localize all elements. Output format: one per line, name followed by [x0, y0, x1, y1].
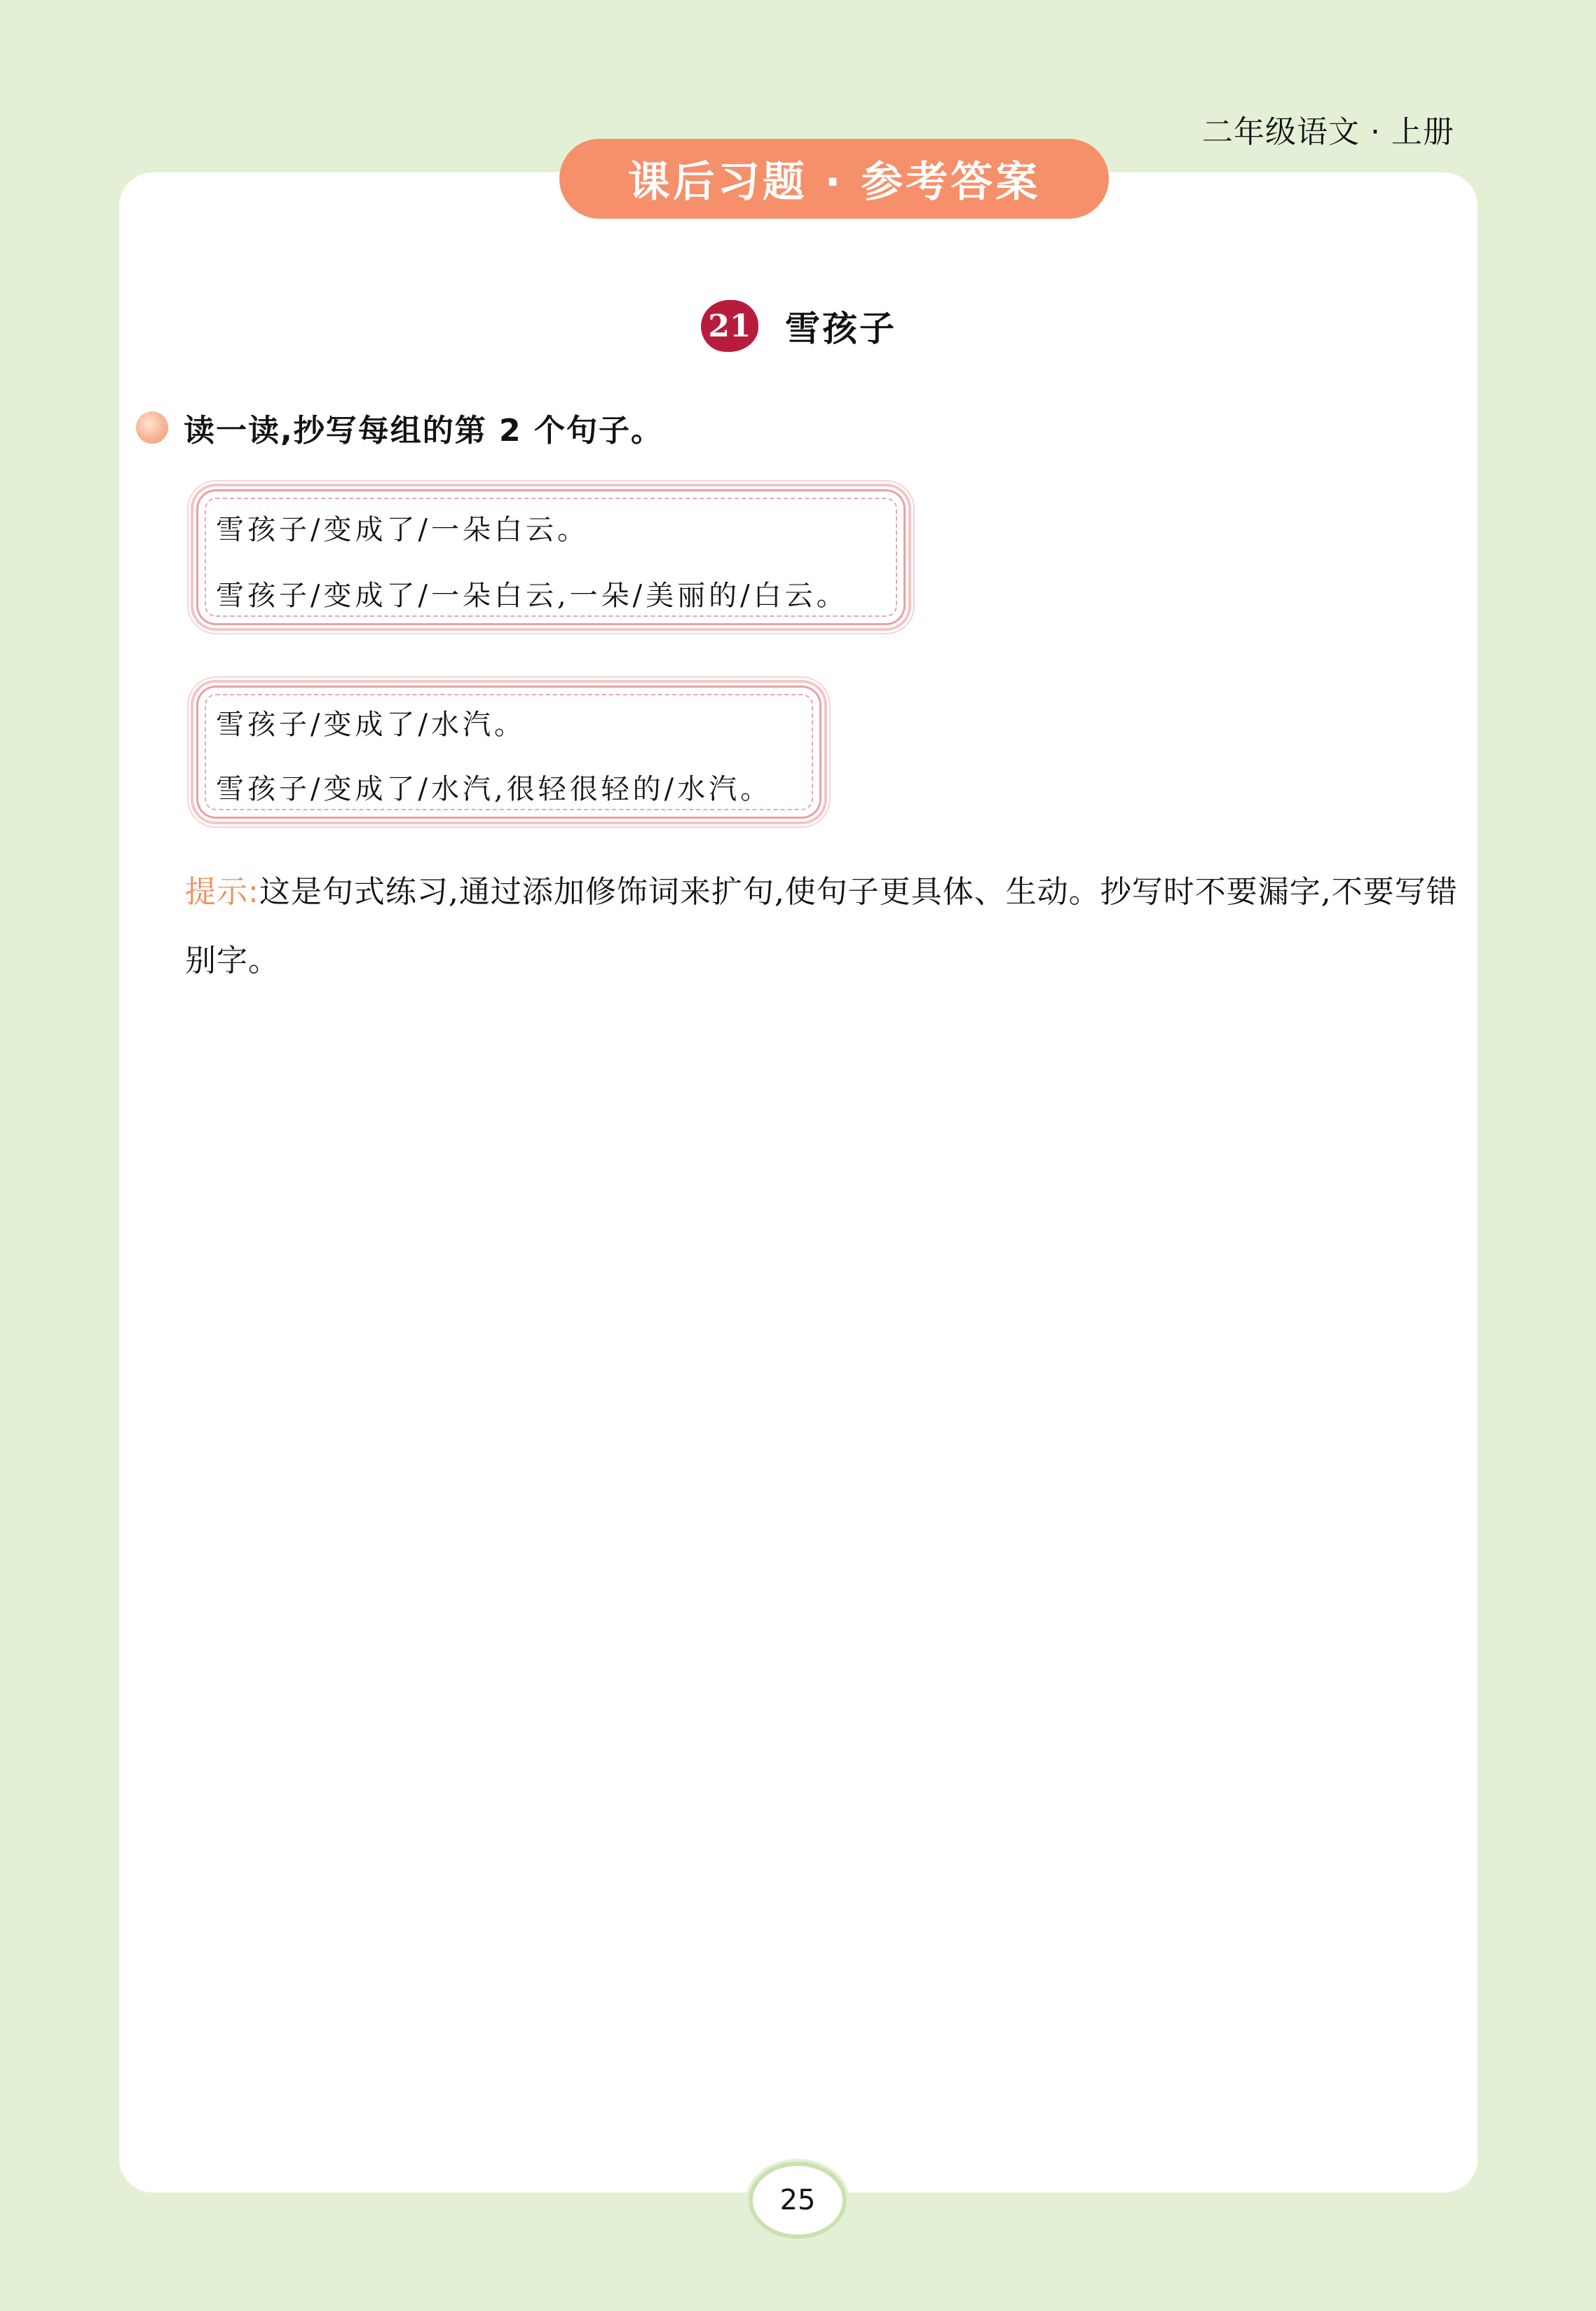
hint-paragraph: [185, 858, 1468, 995]
sentence-1-2: 雪孩子/变成了/一朵白云,一朵/美丽的/白云。: [216, 580, 848, 612]
content-card: [119, 172, 1478, 2193]
lesson-number-badge: 21: [701, 300, 758, 352]
hint-label: 提示:: [185, 874, 259, 910]
sentence-2-2: 雪孩子/变成了/水汽,很轻很轻的/水汽。: [216, 773, 772, 805]
sentence-group-1: [200, 493, 901, 621]
question-bullet-icon: [136, 411, 168, 444]
section-banner: 课后习题 · 参考答案: [559, 139, 1109, 219]
grade-label: 二年级语文 · 上册: [1202, 114, 1454, 150]
page-number: 25: [753, 2166, 843, 2235]
sentence-2-1: 雪孩子/变成了/水汽。: [216, 709, 526, 741]
lesson-heading: [701, 300, 896, 352]
sentence-1-1: 雪孩子/变成了/一朵白云。: [216, 514, 589, 546]
hint-text: 这是句式练习,通过添加修饰词来扩句,使句子更具体、生动。抄写时不要漏字,不要写错别字。: [185, 874, 1458, 979]
question-row: [136, 405, 663, 450]
lesson-title: 雪孩子: [785, 308, 896, 349]
sentence-group-2: [200, 690, 817, 814]
question-text: 读一读,抄写每组的第 2 个句子。: [184, 413, 663, 449]
